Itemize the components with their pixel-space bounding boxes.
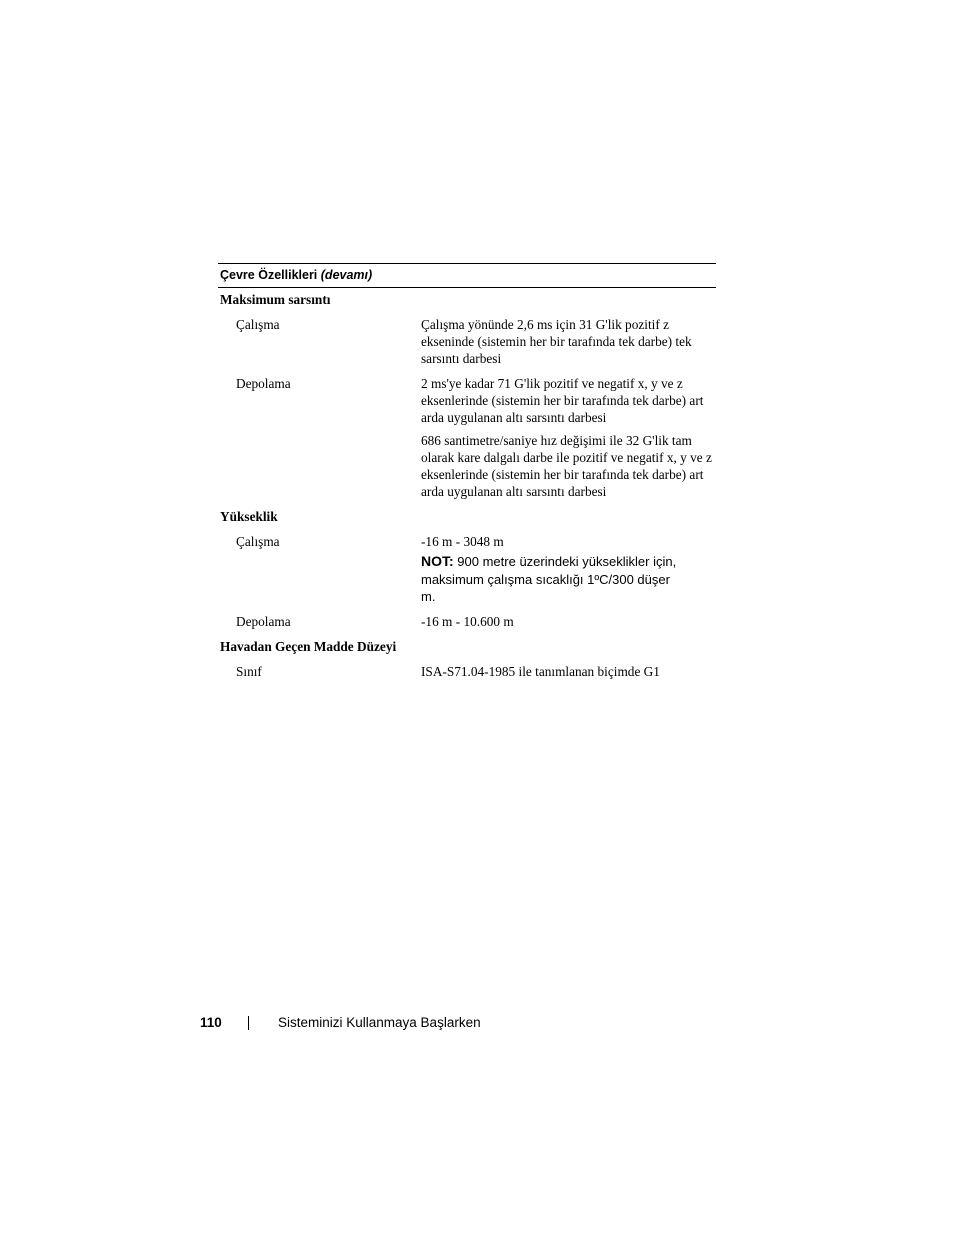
table-header <box>218 264 716 287</box>
section-title-max-shock: Maksimum sarsıntı <box>220 292 331 307</box>
table-row-class <box>218 663 716 680</box>
table-row-altitude-operating <box>218 533 716 606</box>
table-title: Çevre Özellikleri <box>220 268 318 282</box>
note-text: 900 metre üzerindeki yükseklikler için, maksimum çalışma sıcaklığı 1ºC/300 düşer m. <box>421 554 677 604</box>
table-row-altitude-storage <box>218 613 716 630</box>
table-row-shock-operating <box>218 316 716 367</box>
specifications-table <box>218 263 716 680</box>
section-title-altitude: Yükseklik <box>220 509 278 524</box>
row-label: Depolama <box>236 376 291 391</box>
note-label: NOT: <box>421 553 454 569</box>
row-value-cell <box>421 533 713 606</box>
table-row-shock-storage <box>218 375 716 500</box>
row-label: Sınıf <box>236 663 262 679</box>
table-continued-label: (devamı) <box>320 268 373 282</box>
footer-separator <box>248 1016 249 1030</box>
row-value: -16 m - 3048 m <box>421 534 504 549</box>
table-header-rule <box>218 287 716 288</box>
row-label: Depolama <box>236 613 291 629</box>
row-value: Çalışma yönünde 2,6 ms için 31 G'lik pozitif z ekseninde (sistemin her bir tarafında tek darbe) tek sarsıntı darbesi <box>421 317 692 366</box>
page-number: 110 <box>200 1015 222 1030</box>
row-value-secondary: 686 santimetre/saniye hız değişimi ile 32 G'lik tam olarak kare dalgalı darbe ile pozitif ve negatif x, y ve z eksenlerinde (sistemin her bir tarafında tek darbe) art arda uygulanan altı sarsıntı darbesi <box>421 433 712 499</box>
row-value-cell <box>421 375 713 500</box>
row-value: 2 ms'ye kadar 71 G'lik pozitif ve negatif x, y ve z eksenlerinde (sistemin her bir tarafında tek darbe) art arda uygulanan altı sarsıntı darbesi <box>421 376 704 425</box>
section-title-airborne-contaminant: Havadan Geçen Madde Düzeyi <box>220 638 397 654</box>
row-label: Çalışma <box>236 534 280 549</box>
row-value: -16 m - 10.600 m <box>421 613 514 629</box>
row-label: Çalışma <box>236 317 280 332</box>
note-block <box>421 553 681 606</box>
chapter-title: Sisteminizi Kullanmaya Başlarken <box>278 1015 481 1030</box>
row-value: ISA-S71.04-1985 ile tanımlanan biçimde G1 <box>421 663 660 679</box>
